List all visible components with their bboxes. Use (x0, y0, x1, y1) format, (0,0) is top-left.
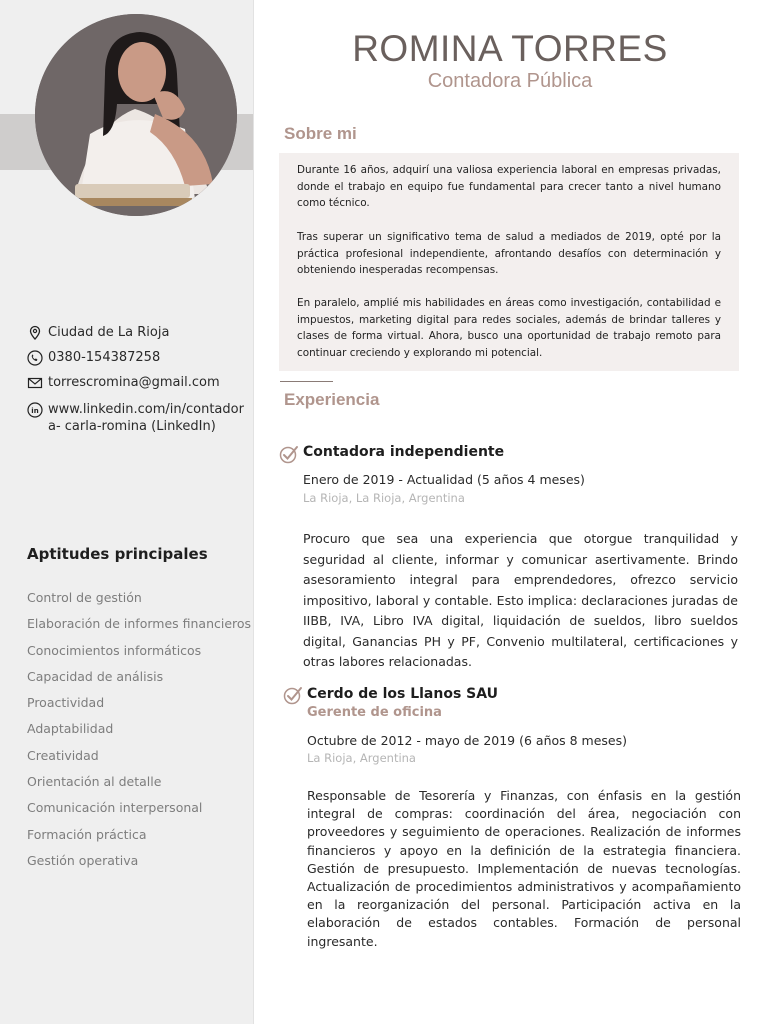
job-location: La Rioja, Argentina (307, 751, 416, 765)
about-box (279, 153, 739, 371)
skill-item: Elaboración de informes financieros (27, 616, 252, 632)
skills-heading: Aptitudes principales (27, 545, 208, 563)
section-divider (280, 381, 333, 382)
job-location: La Rioja, La Rioja, Argentina (303, 491, 465, 505)
about-paragraph-1: Durante 16 años, adquirí una valiosa experiencia laboral en empresas privadas, donde el trabajo en equipo fue fundamental para crecer tanto a nivel humano como técnico. (297, 164, 721, 209)
checkmark-icon (283, 685, 303, 705)
linkedin-line-2[interactable]: a- carla-romina (LinkedIn) (48, 419, 216, 434)
about-paragraph-3: En paralelo, amplié mis habilidades en áreas como investigación, contabilidad e impuestos, marketing digital para redes sociales, además de brindar talleres y clases de forma virtual. Ahora, busco una oportunidad de trabajo remoto para continuar creciendo y explorando mi potencial. (297, 297, 721, 359)
job-period: Octubre de 2012 - mayo de 2019 (6 años 8 meses) (307, 733, 628, 748)
skill-item: Orientación al detalle (27, 774, 162, 790)
location-text: Ciudad de La Rioja (48, 325, 170, 340)
skill-item: Comunicación interpersonal (27, 800, 203, 816)
job-title: Cerdo de los Llanos SAU (307, 686, 499, 702)
skill-item: Conocimientos informáticos (27, 642, 202, 658)
checkmark-icon (279, 444, 299, 464)
job-description: Procuro que sea una experiencia que otorgue tranquilidad y seguridad al cliente, informar y comunicar asertivamente. Brindo asesoramiento integral para emprendedores, ofrezco servicio impositivo, laboral y contable. Esto implica: declaraciones juradas de IIBB, IVA, Libro IVA digital, liquidación de sueldos, libro sueldos digital, Ganancias PH y PF, Convenio multilateral, certificaciones y otras labores relacionadas. (303, 531, 738, 669)
about-heading: Sobre mi (284, 124, 357, 143)
job-role: Gerente de oficina (307, 705, 442, 720)
job-period: Enero de 2019 - Actualidad (5 años 4 meses) (303, 472, 585, 487)
contact-linkedin[interactable] (27, 401, 244, 435)
contact-phone (27, 349, 160, 366)
skills-list (27, 590, 251, 879)
skill-item: Gestión operativa (27, 852, 139, 868)
phone-text: 0380-154387258 (48, 350, 161, 365)
linkedin-link[interactable] (48, 401, 244, 435)
svg-text:in: in (31, 407, 39, 415)
location-pin-icon (27, 325, 43, 341)
phone-icon (27, 350, 43, 366)
skill-item: Control de gestión (27, 590, 142, 605)
email-link[interactable]: torrescromina@gmail.com (48, 375, 220, 390)
skill-item: Formación práctica (27, 826, 147, 842)
profile-photo (35, 14, 237, 216)
contact-location (27, 324, 169, 341)
skill-item: Creatividad (27, 747, 99, 763)
about-paragraph-2: Tras superar un significativo tema de salud a mediados de 2019, opté por la práctica profesional independiente, afrontando desafíos con determinación y obteniendo inesperadas recompensas. (297, 231, 721, 276)
envelope-icon (27, 375, 43, 391)
candidate-name: ROMINA TORRES (352, 28, 668, 69)
contact-email[interactable] (27, 374, 220, 391)
candidate-title: Contadora Pública (427, 70, 593, 92)
linkedin-line-1[interactable]: www.linkedin.com/in/contador (48, 402, 244, 417)
skill-item: Proactividad (27, 695, 105, 711)
experience-heading: Experiencia (284, 390, 380, 409)
skill-item: Adaptabilidad (27, 721, 114, 737)
job-description: Responsable de Tesorería y Finanzas, con énfasis en la gestión integral de compras: coordinación del área, negociación con proveedores y seguimiento de operaciones. Realización de informes financieros y apoyo en la definición de la estrategia financiera. Gestión de presupuesto. Implementación de nuevas tecnologías. Actualización de procedimientos administrativos y acompañamiento en la reorganización del personal. Participación activa en la elaboración de estados contables. Formación de personal ingresante. (307, 788, 741, 949)
job-title: Contadora independiente (303, 444, 505, 460)
skill-item: Capacidad de análisis (27, 668, 164, 684)
linkedin-icon (27, 402, 43, 418)
